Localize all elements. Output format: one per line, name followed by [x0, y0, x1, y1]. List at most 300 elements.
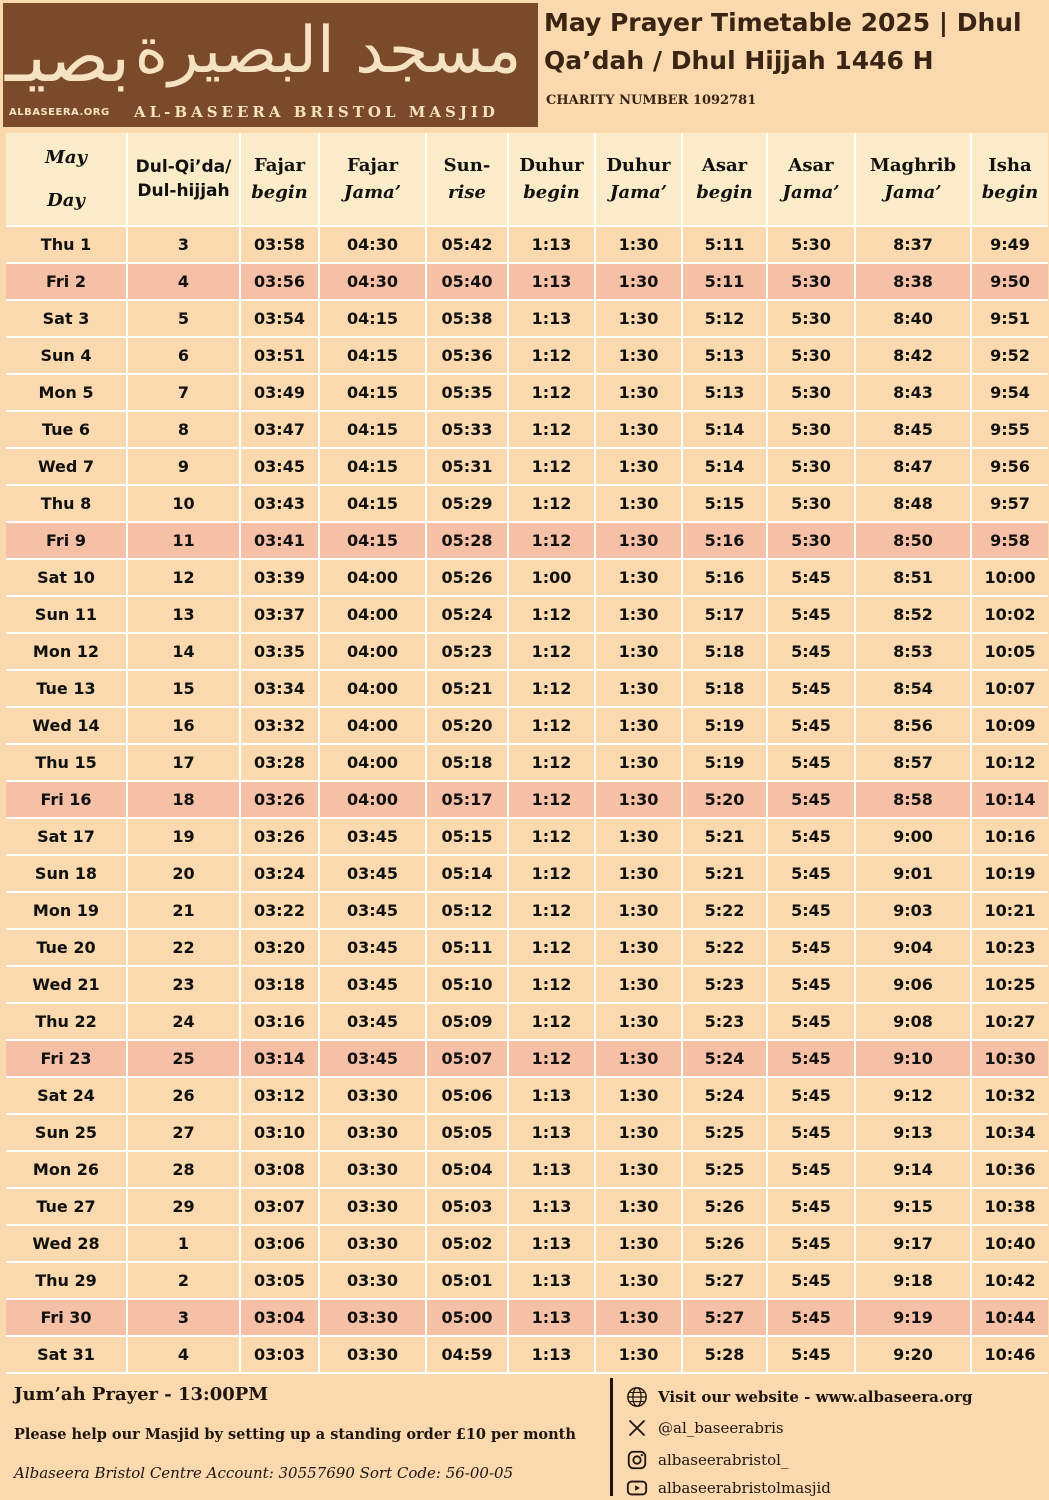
table-row [6, 1077, 1048, 1114]
cell-fajr-jamaat: 04:15 [319, 411, 426, 448]
column-header-line1: Isha [988, 155, 1032, 176]
cell-day: Wed 7 [6, 448, 127, 485]
cell-duhur-jamaat: 1:30 [595, 559, 682, 596]
cell-fajr-begin: 03:34 [240, 670, 319, 707]
cell-day: Tue 6 [6, 411, 127, 448]
jumah-prayer-time: Jum’ah Prayer - 13:00PM [14, 1384, 269, 1405]
cell-maghrib-jamaat: 8:58 [855, 781, 971, 818]
cell-duhur-jamaat: 1:30 [595, 1040, 682, 1077]
cell-duhur-begin: 1:12 [508, 448, 595, 485]
cell-maghrib-jamaat: 8:51 [855, 559, 971, 596]
cell-duhur-begin: 1:13 [508, 1262, 595, 1299]
cell-asar-begin: 5:19 [682, 707, 767, 744]
cell-isha-begin: 10:38 [971, 1188, 1048, 1225]
column-header-hijri [127, 133, 240, 226]
column-header-isha-begin [971, 133, 1048, 226]
cell-asar-jamaat: 5:45 [767, 1003, 855, 1040]
cell-duhur-begin: 1:13 [508, 1336, 595, 1373]
cell-asar-jamaat: 5:45 [767, 633, 855, 670]
cell-day: Mon 12 [6, 633, 127, 670]
cell-isha-begin: 10:07 [971, 670, 1048, 707]
cell-fajr-jamaat: 04:30 [319, 263, 426, 300]
table-row [6, 781, 1048, 818]
cell-asar-begin: 5:16 [682, 522, 767, 559]
cell-fajr-begin: 03:39 [240, 559, 319, 596]
column-header-line1: Asar [788, 155, 834, 176]
cell-sunrise: 05:14 [426, 855, 508, 892]
cell-isha-begin: 10:16 [971, 818, 1048, 855]
cell-asar-begin: 5:23 [682, 1003, 767, 1040]
cell-isha-begin: 9:57 [971, 485, 1048, 522]
page-title: May Prayer Timetable 2025 | Dhul Qa’dah / Dhul Hijjah 1446 H [544, 8, 1022, 75]
cell-asar-begin: 5:25 [682, 1114, 767, 1151]
cell-duhur-jamaat: 1:30 [595, 892, 682, 929]
cell-asar-jamaat: 5:45 [767, 1151, 855, 1188]
cell-sunrise: 05:38 [426, 300, 508, 337]
cell-day: Mon 19 [6, 892, 127, 929]
cell-maghrib-jamaat: 9:08 [855, 1003, 971, 1040]
table-row [6, 892, 1048, 929]
logo-site-text: ALBASEERA.ORG [9, 107, 110, 118]
cell-sunrise: 05:28 [426, 522, 508, 559]
cell-day: Fri 16 [6, 781, 127, 818]
cell-duhur-begin: 1:13 [508, 1225, 595, 1262]
cell-fajr-jamaat: 03:45 [319, 892, 426, 929]
cell-asar-jamaat: 5:45 [767, 1299, 855, 1336]
cell-isha-begin: 9:54 [971, 374, 1048, 411]
cell-asar-begin: 5:13 [682, 337, 767, 374]
cell-day: Sat 10 [6, 559, 127, 596]
cell-fajr-begin: 03:51 [240, 337, 319, 374]
cell-fajr-jamaat: 04:00 [319, 781, 426, 818]
cell-asar-jamaat: 5:45 [767, 1077, 855, 1114]
table-row [6, 559, 1048, 596]
cell-asar-jamaat: 5:30 [767, 300, 855, 337]
cell-maghrib-jamaat: 8:38 [855, 263, 971, 300]
cell-fajr-jamaat: 04:15 [319, 337, 426, 374]
website-text: Visit our website - www.albaseera.org [658, 1388, 973, 1406]
cell-duhur-jamaat: 1:30 [595, 411, 682, 448]
cell-fajr-jamaat: 03:30 [319, 1225, 426, 1262]
cell-asar-begin: 5:26 [682, 1225, 767, 1262]
column-header-asar-jamaat [767, 133, 855, 226]
cell-fajr-begin: 03:35 [240, 633, 319, 670]
cell-asar-jamaat: 5:45 [767, 1188, 855, 1225]
cell-duhur-jamaat: 1:30 [595, 226, 682, 263]
cell-sunrise: 05:04 [426, 1151, 508, 1188]
cell-asar-jamaat: 5:45 [767, 1225, 855, 1262]
cell-fajr-begin: 03:05 [240, 1262, 319, 1299]
cell-duhur-begin: 1:12 [508, 522, 595, 559]
cell-hijri: 19 [127, 818, 240, 855]
cell-hijri: 18 [127, 781, 240, 818]
cell-day: Sat 24 [6, 1077, 127, 1114]
cell-asar-begin: 5:13 [682, 374, 767, 411]
cell-maghrib-jamaat: 8:54 [855, 670, 971, 707]
cell-duhur-jamaat: 1:30 [595, 300, 682, 337]
cell-duhur-jamaat: 1:30 [595, 1225, 682, 1262]
cell-day: Sun 25 [6, 1114, 127, 1151]
cell-hijri: 14 [127, 633, 240, 670]
column-header-line2: Jama’ [782, 182, 840, 203]
cell-fajr-jamaat: 04:15 [319, 522, 426, 559]
cell-maghrib-jamaat: 9:15 [855, 1188, 971, 1225]
cell-day: Sat 3 [6, 300, 127, 337]
cell-isha-begin: 10:42 [971, 1262, 1048, 1299]
cell-day: Fri 23 [6, 1040, 127, 1077]
table-row [6, 633, 1048, 670]
instagram-link[interactable] [624, 1448, 788, 1472]
cell-duhur-jamaat: 1:30 [595, 781, 682, 818]
twitter-link[interactable] [624, 1416, 784, 1440]
page-header [0, 0, 1049, 128]
table-row [6, 374, 1048, 411]
cell-fajr-jamaat: 04:00 [319, 633, 426, 670]
cell-fajr-jamaat: 04:00 [319, 707, 426, 744]
cell-sunrise: 05:09 [426, 1003, 508, 1040]
twitter-handle: @al_baseerabris [658, 1419, 784, 1437]
cell-sunrise: 05:36 [426, 337, 508, 374]
cell-fajr-begin: 03:49 [240, 374, 319, 411]
cell-maghrib-jamaat: 9:13 [855, 1114, 971, 1151]
cell-isha-begin: 10:23 [971, 929, 1048, 966]
cell-hijri: 6 [127, 337, 240, 374]
cell-asar-begin: 5:11 [682, 226, 767, 263]
cell-day: Tue 20 [6, 929, 127, 966]
cell-fajr-begin: 03:16 [240, 1003, 319, 1040]
cell-fajr-begin: 03:32 [240, 707, 319, 744]
table-header-row [6, 133, 1048, 226]
cell-fajr-begin: 03:43 [240, 485, 319, 522]
cell-fajr-jamaat: 04:15 [319, 448, 426, 485]
cell-duhur-jamaat: 1:30 [595, 1003, 682, 1040]
table-row [6, 337, 1048, 374]
cell-duhur-begin: 1:13 [508, 226, 595, 263]
cell-duhur-jamaat: 1:30 [595, 818, 682, 855]
column-header-line2: Jama’ [343, 182, 402, 203]
cell-hijri: 4 [127, 263, 240, 300]
cell-asar-jamaat: 5:30 [767, 411, 855, 448]
cell-day: Sat 17 [6, 818, 127, 855]
cell-day: Fri 2 [6, 263, 127, 300]
cell-fajr-jamaat: 04:15 [319, 300, 426, 337]
cell-fajr-jamaat: 03:30 [319, 1151, 426, 1188]
cell-day: Sun 11 [6, 596, 127, 633]
cell-asar-jamaat: 5:30 [767, 263, 855, 300]
cell-day: Wed 28 [6, 1225, 127, 1262]
table-row [6, 818, 1048, 855]
column-header-duhur-jamaat [595, 133, 682, 226]
cell-duhur-begin: 1:12 [508, 744, 595, 781]
cell-fajr-begin: 03:08 [240, 1151, 319, 1188]
cell-maghrib-jamaat: 9:01 [855, 855, 971, 892]
table-row [6, 226, 1048, 263]
table-body [6, 226, 1048, 1373]
cell-sunrise: 05:20 [426, 707, 508, 744]
cell-sunrise: 05:33 [426, 411, 508, 448]
cell-fajr-begin: 03:54 [240, 300, 319, 337]
column-header-line2: Dul-hijjah [137, 181, 230, 201]
cell-fajr-jamaat: 03:30 [319, 1114, 426, 1151]
column-header-line1: Duhur [519, 155, 584, 176]
cell-duhur-begin: 1:12 [508, 485, 595, 522]
cell-sunrise: 05:21 [426, 670, 508, 707]
cell-fajr-jamaat: 03:45 [319, 929, 426, 966]
cell-hijri: 2 [127, 1262, 240, 1299]
cell-duhur-jamaat: 1:30 [595, 448, 682, 485]
table-row [6, 522, 1048, 559]
table-row [6, 300, 1048, 337]
cell-duhur-begin: 1:12 [508, 633, 595, 670]
cell-asar-begin: 5:21 [682, 855, 767, 892]
cell-isha-begin: 9:51 [971, 300, 1048, 337]
cell-maghrib-jamaat: 9:19 [855, 1299, 971, 1336]
instagram-handle: albaseerabristol_ [658, 1451, 789, 1469]
cell-duhur-begin: 1:12 [508, 411, 595, 448]
logo-english-name: AL-BASEERA BRISTOL MASJID [134, 103, 499, 121]
table-row [6, 1336, 1048, 1373]
cell-fajr-begin: 03:28 [240, 744, 319, 781]
bank-account-details: Albaseera Bristol Centre Account: 30557690 Sort Code: 56-00-05 [14, 1464, 514, 1482]
cell-sunrise: 05:12 [426, 892, 508, 929]
cell-asar-jamaat: 5:45 [767, 559, 855, 596]
cell-sunrise: 05:07 [426, 1040, 508, 1077]
cell-fajr-begin: 03:04 [240, 1299, 319, 1336]
cell-asar-jamaat: 5:30 [767, 374, 855, 411]
cell-asar-jamaat: 5:45 [767, 781, 855, 818]
cell-fajr-jamaat: 04:00 [319, 559, 426, 596]
cell-asar-begin: 5:22 [682, 929, 767, 966]
cell-isha-begin: 10:30 [971, 1040, 1048, 1077]
cell-isha-begin: 10:40 [971, 1225, 1048, 1262]
cell-fajr-begin: 03:26 [240, 818, 319, 855]
cell-sunrise: 05:17 [426, 781, 508, 818]
cell-hijri: 28 [127, 1151, 240, 1188]
cell-isha-begin: 10:00 [971, 559, 1048, 596]
column-header-day [6, 133, 127, 226]
cell-maghrib-jamaat: 9:18 [855, 1262, 971, 1299]
cell-maghrib-jamaat: 9:17 [855, 1225, 971, 1262]
column-header-line1: Asar [701, 155, 748, 176]
cell-day: Wed 14 [6, 707, 127, 744]
cell-fajr-jamaat: 03:45 [319, 1003, 426, 1040]
masjid-logo [3, 3, 538, 127]
table-row [6, 670, 1048, 707]
cell-maghrib-jamaat: 8:47 [855, 448, 971, 485]
cell-fajr-jamaat: 04:15 [319, 374, 426, 411]
table-row [6, 1151, 1048, 1188]
cell-fajr-jamaat: 03:30 [319, 1077, 426, 1114]
cell-maghrib-jamaat: 9:14 [855, 1151, 971, 1188]
cell-sunrise: 05:35 [426, 374, 508, 411]
cell-asar-jamaat: 5:45 [767, 818, 855, 855]
table-row [6, 966, 1048, 1003]
cell-hijri: 9 [127, 448, 240, 485]
cell-sunrise: 05:01 [426, 1262, 508, 1299]
cell-hijri: 23 [127, 966, 240, 1003]
cell-duhur-jamaat: 1:30 [595, 1299, 682, 1336]
cell-asar-jamaat: 5:45 [767, 670, 855, 707]
cell-asar-begin: 5:28 [682, 1336, 767, 1373]
cell-sunrise: 05:05 [426, 1114, 508, 1151]
cell-fajr-jamaat: 03:45 [319, 1040, 426, 1077]
cell-sunrise: 05:00 [426, 1299, 508, 1336]
table-row [6, 448, 1048, 485]
cell-sunrise: 05:03 [426, 1188, 508, 1225]
cell-fajr-jamaat: 03:30 [319, 1188, 426, 1225]
cell-hijri: 10 [127, 485, 240, 522]
cell-fajr-jamaat: 04:15 [319, 485, 426, 522]
cell-duhur-begin: 1:13 [508, 1114, 595, 1151]
cell-duhur-jamaat: 1:30 [595, 1262, 682, 1299]
prayer-timetable [6, 133, 1048, 1374]
cell-day: Thu 15 [6, 744, 127, 781]
cell-duhur-jamaat: 1:30 [595, 1077, 682, 1114]
table-row [6, 929, 1048, 966]
cell-asar-jamaat: 5:30 [767, 485, 855, 522]
cell-asar-jamaat: 5:45 [767, 892, 855, 929]
cell-hijri: 22 [127, 929, 240, 966]
cell-fajr-begin: 03:58 [240, 226, 319, 263]
cell-hijri: 7 [127, 374, 240, 411]
cell-sunrise: 05:15 [426, 818, 508, 855]
cell-duhur-begin: 1:13 [508, 1151, 595, 1188]
cell-day: Wed 21 [6, 966, 127, 1003]
table-row [6, 1114, 1048, 1151]
column-header-fajr-begin [240, 133, 319, 226]
footer-divider [610, 1378, 613, 1496]
column-header-line2: rise [448, 182, 486, 203]
cell-asar-begin: 5:18 [682, 633, 767, 670]
cell-day: Thu 1 [6, 226, 127, 263]
cell-sunrise: 05:02 [426, 1225, 508, 1262]
cell-maghrib-jamaat: 9:03 [855, 892, 971, 929]
cell-sunrise: 05:18 [426, 744, 508, 781]
cell-asar-begin: 5:27 [682, 1262, 767, 1299]
cell-duhur-jamaat: 1:30 [595, 1188, 682, 1225]
cell-isha-begin: 9:55 [971, 411, 1048, 448]
cell-hijri: 20 [127, 855, 240, 892]
cell-fajr-begin: 03:10 [240, 1114, 319, 1151]
cell-day: Tue 13 [6, 670, 127, 707]
cell-duhur-begin: 1:12 [508, 781, 595, 818]
cell-hijri: 25 [127, 1040, 240, 1077]
cell-fajr-begin: 03:26 [240, 781, 319, 818]
cell-fajr-begin: 03:06 [240, 1225, 319, 1262]
cell-asar-jamaat: 5:45 [767, 1262, 855, 1299]
cell-hijri: 26 [127, 1077, 240, 1114]
cell-asar-begin: 5:26 [682, 1188, 767, 1225]
cell-asar-jamaat: 5:45 [767, 1040, 855, 1077]
cell-duhur-jamaat: 1:30 [595, 966, 682, 1003]
youtube-link[interactable] [624, 1476, 831, 1500]
cell-duhur-jamaat: 1:30 [595, 596, 682, 633]
cell-isha-begin: 10:19 [971, 855, 1048, 892]
cell-duhur-begin: 1:12 [508, 1040, 595, 1077]
cell-isha-begin: 10:32 [971, 1077, 1048, 1114]
cell-asar-begin: 5:11 [682, 263, 767, 300]
table-row [6, 744, 1048, 781]
column-header-sunrise [426, 133, 508, 226]
table-row [6, 263, 1048, 300]
cell-isha-begin: 9:58 [971, 522, 1048, 559]
cell-duhur-jamaat: 1:30 [595, 707, 682, 744]
column-header-line1: Fajar [346, 155, 399, 176]
cell-sunrise: 05:42 [426, 226, 508, 263]
cell-duhur-begin: 1:13 [508, 263, 595, 300]
cell-isha-begin: 10:12 [971, 744, 1048, 781]
cell-maghrib-jamaat: 8:50 [855, 522, 971, 559]
cell-hijri: 3 [127, 1299, 240, 1336]
cell-asar-jamaat: 5:45 [767, 855, 855, 892]
cell-asar-jamaat: 5:30 [767, 522, 855, 559]
column-header-line2: begin [523, 182, 580, 203]
cell-fajr-jamaat: 03:30 [319, 1262, 426, 1299]
cell-duhur-begin: 1:13 [508, 1077, 595, 1114]
cell-duhur-jamaat: 1:30 [595, 374, 682, 411]
cell-isha-begin: 10:05 [971, 633, 1048, 670]
cell-duhur-begin: 1:12 [508, 966, 595, 1003]
cell-hijri: 5 [127, 300, 240, 337]
cell-fajr-jamaat: 04:00 [319, 744, 426, 781]
column-header-line1: Sun- [443, 155, 491, 176]
column-header-line2: begin [696, 182, 753, 203]
cell-maghrib-jamaat: 8:53 [855, 633, 971, 670]
cell-maghrib-jamaat: 9:04 [855, 929, 971, 966]
cell-fajr-jamaat: 04:00 [319, 596, 426, 633]
cell-maghrib-jamaat: 8:57 [855, 744, 971, 781]
cell-fajr-begin: 03:20 [240, 929, 319, 966]
table-row [6, 485, 1048, 522]
cell-isha-begin: 9:56 [971, 448, 1048, 485]
cell-isha-begin: 10:14 [971, 781, 1048, 818]
cell-hijri: 17 [127, 744, 240, 781]
cell-fajr-jamaat: 03:45 [319, 966, 426, 1003]
column-header-duhur-begin [508, 133, 595, 226]
cell-asar-begin: 5:16 [682, 559, 767, 596]
table-row [6, 855, 1048, 892]
cell-duhur-jamaat: 1:30 [595, 1114, 682, 1151]
cell-duhur-begin: 1:12 [508, 337, 595, 374]
cell-hijri: 15 [127, 670, 240, 707]
cell-day: Thu 29 [6, 1262, 127, 1299]
cell-maghrib-jamaat: 8:42 [855, 337, 971, 374]
x-twitter-icon [624, 1417, 650, 1439]
youtube-handle: albaseerabristolmasjid [658, 1479, 831, 1497]
cell-duhur-begin: 1:12 [508, 1003, 595, 1040]
cell-isha-begin: 9:52 [971, 337, 1048, 374]
cell-hijri: 4 [127, 1336, 240, 1373]
website-link[interactable] [624, 1385, 972, 1409]
cell-fajr-begin: 03:07 [240, 1188, 319, 1225]
cell-duhur-jamaat: 1:30 [595, 929, 682, 966]
cell-fajr-jamaat: 03:45 [319, 818, 426, 855]
table-row [6, 1188, 1048, 1225]
column-header-line2: Day [47, 190, 85, 211]
cell-fajr-begin: 03:03 [240, 1336, 319, 1373]
cell-fajr-jamaat: 03:30 [319, 1299, 426, 1336]
cell-asar-begin: 5:24 [682, 1040, 767, 1077]
cell-isha-begin: 10:09 [971, 707, 1048, 744]
cell-day: Tue 27 [6, 1188, 127, 1225]
cell-asar-begin: 5:21 [682, 818, 767, 855]
cell-duhur-jamaat: 1:30 [595, 263, 682, 300]
table-row [6, 596, 1048, 633]
cell-asar-begin: 5:22 [682, 892, 767, 929]
cell-duhur-jamaat: 1:30 [595, 1151, 682, 1188]
cell-hijri: 11 [127, 522, 240, 559]
cell-duhur-jamaat: 1:30 [595, 337, 682, 374]
